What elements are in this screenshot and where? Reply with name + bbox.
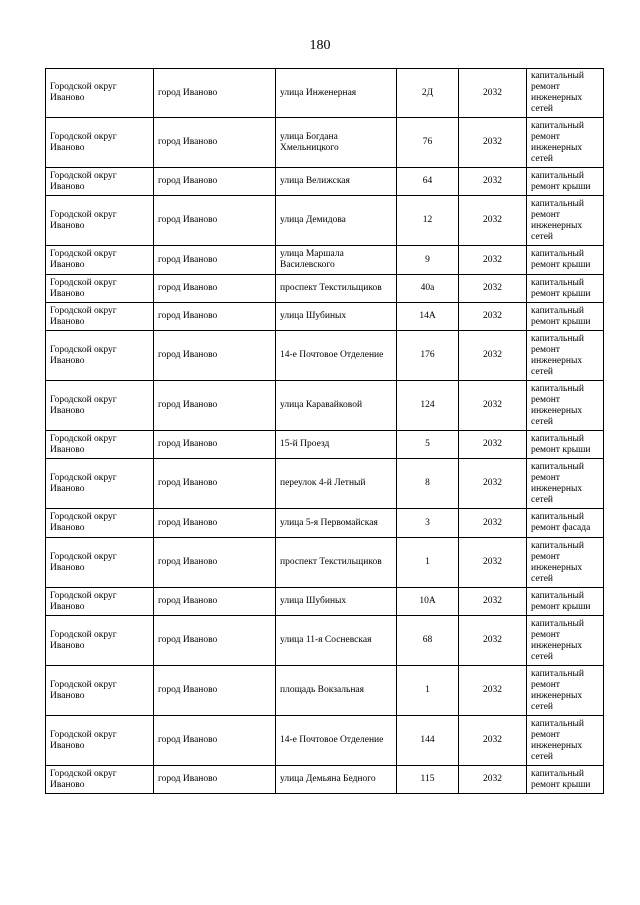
cell-house-number: 176 (397, 331, 459, 381)
cell-house-number: 1 (397, 666, 459, 716)
table-row (46, 588, 604, 616)
cell-year: 2032 (459, 246, 527, 275)
cell-year: 2032 (459, 303, 527, 331)
cell-work-type: капитальный ремонт крыши (527, 766, 604, 794)
cell-district: Городской округ Иваново (46, 666, 154, 716)
table-row (46, 303, 604, 331)
cell-house-number: 124 (397, 381, 459, 431)
cell-house-number: 14А (397, 303, 459, 331)
cell-city: город Иваново (154, 666, 276, 716)
cell-city: город Иваново (154, 431, 276, 459)
cell-year: 2032 (459, 118, 527, 168)
cell-street: улица Шубиных (276, 588, 397, 616)
cell-year: 2032 (459, 69, 527, 118)
cell-street: 14-е Почтовое Отделение (276, 331, 397, 381)
cell-house-number: 144 (397, 716, 459, 766)
cell-district: Городской округ Иваново (46, 509, 154, 538)
cell-city: город Иваново (154, 118, 276, 168)
cell-year: 2032 (459, 588, 527, 616)
cell-district: Городской округ Иваново (46, 459, 154, 509)
cell-city: город Иваново (154, 509, 276, 538)
cell-district: Городской округ Иваново (46, 431, 154, 459)
cell-street: улица Велижская (276, 168, 397, 196)
cell-house-number: 64 (397, 168, 459, 196)
cell-district: Городской округ Иваново (46, 331, 154, 381)
cell-city: город Иваново (154, 303, 276, 331)
cell-year: 2032 (459, 381, 527, 431)
cell-work-type: капитальный ремонт инженерных сетей (527, 118, 604, 168)
table-row (46, 666, 604, 716)
cell-house-number: 12 (397, 196, 459, 246)
cell-city: город Иваново (154, 588, 276, 616)
cell-street: проспект Текстильщиков (276, 275, 397, 303)
cell-work-type: капитальный ремонт инженерных сетей (527, 716, 604, 766)
cell-year: 2032 (459, 716, 527, 766)
cell-city: город Иваново (154, 168, 276, 196)
cell-city: город Иваново (154, 459, 276, 509)
cell-house-number: 68 (397, 616, 459, 666)
table-row (46, 716, 604, 766)
cell-year: 2032 (459, 196, 527, 246)
cell-work-type: капитальный ремонт инженерных сетей (527, 666, 604, 716)
cell-house-number: 2Д (397, 69, 459, 118)
cell-street: 14-е Почтовое Отделение (276, 716, 397, 766)
cell-district: Городской округ Иваново (46, 168, 154, 196)
registry-table (45, 68, 604, 794)
cell-house-number: 5 (397, 431, 459, 459)
cell-street: переулок 4-й Летный (276, 459, 397, 509)
cell-year: 2032 (459, 459, 527, 509)
cell-district: Городской округ Иваново (46, 381, 154, 431)
cell-year: 2032 (459, 431, 527, 459)
cell-street: улица Демидова (276, 196, 397, 246)
cell-house-number: 8 (397, 459, 459, 509)
cell-city: город Иваново (154, 716, 276, 766)
cell-city: город Иваново (154, 196, 276, 246)
cell-work-type: капитальный ремонт инженерных сетей (527, 196, 604, 246)
cell-year: 2032 (459, 616, 527, 666)
cell-house-number: 9 (397, 246, 459, 275)
cell-street: улица Маршала Василевского (276, 246, 397, 275)
cell-district: Городской округ Иваново (46, 246, 154, 275)
cell-year: 2032 (459, 275, 527, 303)
cell-street: улица Демьяна Бедного (276, 766, 397, 794)
cell-city: город Иваново (154, 381, 276, 431)
cell-district: Городской округ Иваново (46, 716, 154, 766)
table-row (46, 168, 604, 196)
cell-street: улица 5-я Первомайская (276, 509, 397, 538)
cell-year: 2032 (459, 509, 527, 538)
cell-year: 2032 (459, 538, 527, 588)
cell-district: Городской округ Иваново (46, 616, 154, 666)
cell-street: 15-й Проезд (276, 431, 397, 459)
table-row (46, 275, 604, 303)
cell-house-number: 10А (397, 588, 459, 616)
cell-district: Городской округ Иваново (46, 275, 154, 303)
cell-district: Городской округ Иваново (46, 588, 154, 616)
table-row (46, 118, 604, 168)
cell-house-number: 40а (397, 275, 459, 303)
cell-street: проспект Текстильщиков (276, 538, 397, 588)
table-row (46, 538, 604, 588)
table-row (46, 509, 604, 538)
table-row (46, 616, 604, 666)
table-row (46, 459, 604, 509)
cell-district: Городской округ Иваново (46, 118, 154, 168)
table-row (46, 246, 604, 275)
cell-street: улица Шубиных (276, 303, 397, 331)
cell-city: город Иваново (154, 538, 276, 588)
cell-city: город Иваново (154, 766, 276, 794)
cell-city: город Иваново (154, 331, 276, 381)
cell-work-type: капитальный ремонт крыши (527, 588, 604, 616)
page-number: 180 (309, 38, 331, 53)
table-body (46, 69, 604, 794)
cell-year: 2032 (459, 331, 527, 381)
cell-district: Городской округ Иваново (46, 196, 154, 246)
table-row (46, 431, 604, 459)
cell-work-type: капитальный ремонт инженерных сетей (527, 69, 604, 118)
cell-city: город Иваново (154, 275, 276, 303)
table-row (46, 331, 604, 381)
cell-work-type: капитальный ремонт инженерных сетей (527, 381, 604, 431)
cell-work-type: капитальный ремонт инженерных сетей (527, 331, 604, 381)
cell-city: город Иваново (154, 69, 276, 118)
table-row (46, 69, 604, 118)
cell-house-number: 3 (397, 509, 459, 538)
cell-street: улица Каравайковой (276, 381, 397, 431)
cell-work-type: капитальный ремонт крыши (527, 246, 604, 275)
cell-house-number: 76 (397, 118, 459, 168)
cell-district: Городской округ Иваново (46, 303, 154, 331)
cell-house-number: 115 (397, 766, 459, 794)
table-row (46, 196, 604, 246)
cell-city: город Иваново (154, 616, 276, 666)
cell-year: 2032 (459, 666, 527, 716)
cell-house-number: 1 (397, 538, 459, 588)
cell-year: 2032 (459, 168, 527, 196)
cell-work-type: капитальный ремонт инженерных сетей (527, 538, 604, 588)
cell-district: Городской округ Иваново (46, 538, 154, 588)
cell-district: Городской округ Иваново (46, 69, 154, 118)
cell-work-type: капитальный ремонт крыши (527, 303, 604, 331)
cell-work-type: капитальный ремонт крыши (527, 431, 604, 459)
cell-district: Городской округ Иваново (46, 766, 154, 794)
cell-work-type: капитальный ремонт фасада (527, 509, 604, 538)
cell-work-type: капитальный ремонт инженерных сетей (527, 616, 604, 666)
table-row (46, 766, 604, 794)
cell-year: 2032 (459, 766, 527, 794)
cell-street: улица Инженерная (276, 69, 397, 118)
cell-work-type: капитальный ремонт крыши (527, 168, 604, 196)
table-row (46, 381, 604, 431)
cell-work-type: капитальный ремонт крыши (527, 275, 604, 303)
cell-street: площадь Вокзальная (276, 666, 397, 716)
cell-street: улица 11-я Сосневская (276, 616, 397, 666)
cell-street: улица Богдана Хмельницкого (276, 118, 397, 168)
cell-work-type: капитальный ремонт инженерных сетей (527, 459, 604, 509)
cell-city: город Иваново (154, 246, 276, 275)
